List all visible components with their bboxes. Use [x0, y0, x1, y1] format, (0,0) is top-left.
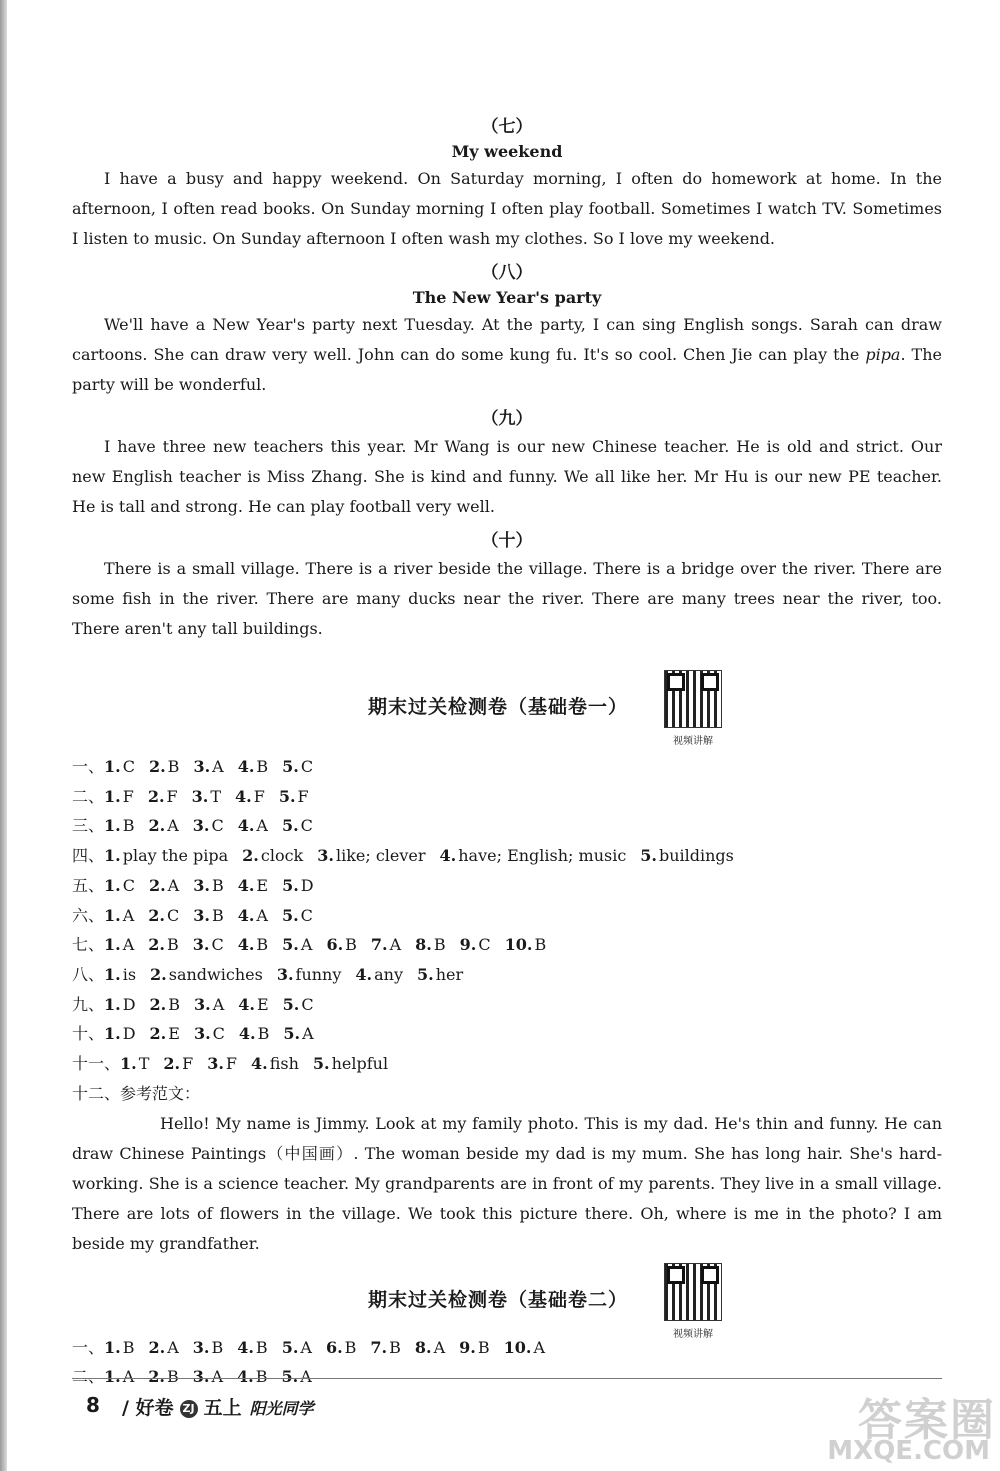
answer-number: 2. — [148, 935, 165, 955]
answer-value: D — [122, 994, 136, 1014]
answer-number: 9. — [459, 1337, 476, 1357]
answer-number: 2. — [148, 905, 165, 925]
answer-value: clock — [260, 846, 304, 866]
answer-number: 4. — [237, 905, 255, 925]
answer-value: helpful — [331, 1054, 389, 1074]
answer-number: 4. — [237, 935, 255, 955]
answer-number: 1. — [120, 1054, 137, 1074]
answer-row-label: 十、 — [72, 1024, 105, 1044]
answer-value: B — [211, 905, 224, 925]
answer-value: E — [168, 1024, 180, 1044]
answer-value: A — [256, 816, 268, 836]
answer-number: 9. — [459, 935, 477, 955]
answer-value: A — [167, 1337, 179, 1357]
answer-value: her — [435, 964, 464, 984]
exam2-qr[interactable] — [664, 1263, 722, 1340]
answer-number: 2. — [147, 786, 165, 806]
answer-number: 4. — [237, 1337, 254, 1357]
answer-row-label: 二、 — [72, 1367, 105, 1387]
answer-row — [72, 1049, 942, 1079]
answer-number: 3. — [207, 1054, 224, 1074]
answer-number: 2. — [148, 757, 166, 776]
passage-8-text-italic: pipa — [865, 345, 901, 364]
answer-number: 2. — [148, 1367, 165, 1387]
answer-value: F — [253, 786, 265, 806]
answer-value: any — [374, 964, 403, 984]
answer-number: 1. — [104, 757, 121, 776]
answer-value: B — [122, 1337, 135, 1357]
answer-number: 8. — [415, 935, 432, 955]
footer-book: / 好卷 ZJ 五上 阳光同学 — [122, 1397, 314, 1419]
answer-value: B — [256, 757, 269, 776]
answer-number: 3. — [192, 1367, 210, 1387]
answer-number: 1. — [104, 875, 121, 895]
answer-number: 1. — [104, 964, 121, 984]
answer-value: have; English; music — [458, 846, 627, 866]
answer-row — [72, 841, 942, 871]
exam2-header — [72, 1263, 942, 1340]
answer-number: 4. — [237, 816, 255, 836]
answer-value: B — [433, 935, 446, 955]
answer-number: 5. — [281, 1337, 299, 1357]
answer-value: B — [345, 935, 357, 955]
answer-number: 7. — [370, 935, 388, 955]
answer-value: B — [255, 1367, 268, 1387]
answer-number: 1. — [104, 786, 121, 806]
answer-value: C — [478, 935, 491, 955]
answer-value: like; clever — [335, 846, 426, 866]
answer-row-label: 八、 — [72, 964, 105, 984]
answer-value: B — [211, 1337, 224, 1357]
answer-value: C — [211, 816, 224, 836]
answer-value: E — [256, 994, 269, 1014]
answer-value: sandwiches — [168, 964, 263, 984]
answer-number: 3. — [317, 846, 334, 866]
answer-number: 5. — [281, 816, 299, 836]
answer-value: C — [122, 875, 135, 895]
answer-row — [72, 930, 942, 960]
answer-number: 6. — [326, 935, 344, 955]
exam1-title: 期末过关检测卷（基础卷一） — [368, 696, 629, 718]
answer-number: 5. — [312, 1054, 330, 1074]
answer-value: C — [300, 757, 314, 776]
answer-number: 1. — [104, 905, 121, 925]
answer-value: B — [477, 1337, 490, 1357]
answer-number: 5. — [282, 757, 299, 776]
answer-row-label: 六、 — [72, 905, 105, 925]
answer-value: C — [166, 905, 180, 925]
exam1-essay: Hello! My name is Jimmy. Look at my family photo. This is my dad. He's thin and funny. He can draw Chinese Paintings（中国画）. The woman beside my dad is my mum. She has long hair. She's hard-working. She is a science teacher. My grandparents are in front of my parents. They live in a small village. There are lots of flowers in the village. We took this picture there. Oh, where is me in the photo? I am beside my grandfather. — [72, 1113, 942, 1253]
answer-value: C — [300, 905, 313, 925]
brand-logo: 阳光同学 — [249, 1399, 314, 1418]
passage-9-number: （九） — [481, 409, 533, 429]
answer-number: 4. — [238, 994, 255, 1014]
passage-8-text-b: . The party will be wonderful. — [72, 345, 942, 394]
watermark-logo: 答案圈 — [858, 1395, 996, 1446]
answer-number: 5. — [282, 994, 300, 1014]
answer-value: D — [122, 1024, 136, 1044]
passage-7-text: I have a busy and happy weekend. On Saturday morning, I often do homework at home. In the afternoon, I often read books. On Sunday morning I often play football. Sometimes I watch TV. Sometimes I listen to music. On Sunday afternoon I often wash my clothes. So I love my weekend. — [72, 169, 942, 248]
answer-value: B — [211, 875, 224, 895]
answer-number: 1. — [104, 1367, 121, 1387]
exam1-essay-label: 十二、参考范文： — [72, 1083, 201, 1103]
answer-value: C — [212, 1024, 225, 1044]
answer-number: 6. — [325, 1337, 343, 1357]
passage-8-text-a: We'll have a New Year's party next Tuesday. At the party, I can sing English songs. Sarah can draw cartoons. She can draw very well. John can do some kung fu. It's so cool. Chen Jie can play the — [72, 315, 942, 364]
qr-code-icon[interactable] — [664, 1263, 722, 1321]
answer-value: B — [168, 994, 181, 1014]
answer-value: A — [122, 905, 135, 925]
answer-number: 4. — [251, 1054, 268, 1074]
answer-number: 2. — [148, 816, 166, 836]
page-content — [72, 108, 942, 1392]
answer-value: buildings — [658, 846, 734, 866]
answer-row-label: 四、 — [72, 846, 105, 866]
passage-8-text — [72, 310, 942, 400]
answer-value: A — [212, 757, 224, 776]
answer-row — [72, 871, 942, 901]
answer-value: A — [211, 1367, 224, 1387]
answer-row-label: 五、 — [72, 875, 105, 895]
scan-left-edge — [0, 0, 7, 1471]
answer-value: A — [300, 935, 313, 955]
answer-number: 2. — [163, 1054, 181, 1074]
answer-value: B — [389, 1337, 401, 1357]
qr-code-icon[interactable] — [664, 670, 722, 728]
watermark-url: MXQE.COM — [827, 1436, 990, 1466]
passage-10-number: （十） — [481, 531, 533, 551]
zj-badge-icon: ZJ — [180, 1400, 198, 1418]
answer-value: T — [210, 786, 222, 806]
answer-number: 3. — [194, 994, 211, 1014]
answer-number: 5. — [282, 935, 299, 955]
answer-number: 10. — [504, 935, 533, 955]
exam2-qr-caption: 视频讲解 — [673, 1328, 713, 1340]
answer-value: F — [182, 1054, 194, 1074]
answer-value: T — [138, 1054, 150, 1074]
passage-7-title: My weekend — [451, 142, 563, 161]
answer-value: B — [167, 757, 180, 776]
answer-number: 5. — [281, 1367, 299, 1387]
answer-number: 3. — [193, 905, 210, 925]
answer-value: E — [256, 875, 269, 895]
answer-value: A — [389, 935, 402, 955]
answer-number: 2. — [148, 875, 166, 895]
answer-number: 2. — [148, 1337, 166, 1357]
answer-value: F — [297, 786, 309, 806]
answer-number: 8. — [414, 1337, 432, 1357]
answer-value: F — [225, 1054, 238, 1074]
page-number: 8 — [86, 1393, 100, 1417]
answer-row — [72, 960, 942, 990]
answer-number: 5. — [278, 786, 296, 806]
footer-grade: 五上 — [203, 1397, 242, 1419]
answer-value: B — [257, 1024, 270, 1044]
answer-value: F — [166, 786, 178, 806]
answer-number: 4. — [237, 757, 255, 776]
footer-book-name: 好卷 — [135, 1397, 174, 1419]
answer-row-label: 一、 — [72, 757, 105, 776]
answer-value: C — [300, 816, 313, 836]
passage-8-title: The New Year's party — [412, 288, 602, 307]
answer-number: 3. — [192, 1337, 210, 1357]
answer-number: 3. — [191, 786, 209, 806]
answer-number: 7. — [370, 1337, 388, 1357]
answer-value: A — [433, 1337, 446, 1357]
answer-number: 4. — [237, 1367, 254, 1387]
exam1-qr-caption: 视频讲解 — [673, 736, 713, 747]
answer-row — [72, 782, 942, 812]
answer-value: C — [211, 935, 224, 955]
answer-value: C — [301, 994, 314, 1014]
answer-number: 1. — [104, 935, 121, 955]
answer-number: 5. — [282, 875, 299, 895]
answer-row-label: 二、 — [72, 786, 105, 806]
answer-row-label: 十一、 — [72, 1054, 121, 1074]
answer-number: 1. — [104, 1337, 121, 1357]
exam2-title: 期末过关检测卷（基础卷二） — [368, 1288, 629, 1311]
exam1-header — [72, 670, 942, 752]
answer-value: A — [167, 816, 179, 836]
answer-number: 4. — [238, 1024, 256, 1044]
answer-row — [72, 901, 942, 931]
answer-row-label: 一、 — [72, 1337, 105, 1357]
answer-number: 1. — [104, 816, 121, 836]
answer-number: 4. — [439, 846, 457, 866]
answer-number: 3. — [193, 757, 211, 776]
page-footer — [72, 1378, 942, 1429]
answer-value: funny — [295, 964, 342, 984]
answer-value: A — [302, 1024, 314, 1044]
answer-row-label: 七、 — [72, 935, 105, 955]
passage-8-number: （八） — [481, 263, 533, 283]
answer-number: 3. — [192, 935, 210, 955]
answer-row — [72, 990, 942, 1020]
answer-number: 1. — [104, 994, 121, 1014]
answer-value: B — [344, 1337, 357, 1357]
answer-value: A — [300, 1337, 312, 1357]
answer-value: fish — [269, 1054, 299, 1074]
answer-value: B — [122, 816, 135, 836]
answer-value: B — [256, 935, 269, 955]
answer-row — [72, 811, 942, 841]
answer-value: B — [166, 1367, 179, 1387]
answer-number: 3. — [192, 816, 210, 836]
answer-value: B — [255, 1337, 268, 1357]
answer-number: 5. — [640, 846, 657, 866]
answer-value: A — [533, 1337, 546, 1357]
answer-value: play the pipa — [122, 846, 229, 866]
answer-value: A — [122, 1367, 135, 1387]
answer-value: A — [122, 935, 135, 955]
answer-value: F — [122, 786, 134, 806]
answer-value: A — [167, 875, 180, 895]
answer-row — [72, 1019, 942, 1049]
answer-number: 5. — [416, 964, 434, 984]
answer-number: 2. — [242, 846, 259, 866]
answer-number: 1. — [104, 846, 121, 866]
answer-value: A — [300, 1367, 312, 1387]
passage-7-number: （七） — [481, 117, 533, 137]
answer-number: 10. — [503, 1337, 532, 1357]
answer-number: 2. — [149, 994, 167, 1014]
answer-row-label: 九、 — [72, 994, 105, 1014]
answer-number: 5. — [283, 1024, 301, 1044]
answer-number: 3. — [276, 964, 294, 984]
answer-number: 4. — [355, 964, 373, 984]
answer-value: D — [300, 875, 314, 895]
passage-10-text: There is a small village. There is a river beside the village. There is a bridge over the river. There are some fish in the river. There are many ducks near the river. There are many trees near the river, too. There aren't any tall buildings. — [72, 559, 942, 638]
answer-number: 4. — [237, 875, 255, 895]
exam1-answers — [72, 752, 942, 1079]
answer-number: 2. — [150, 964, 167, 984]
answer-value: A — [256, 905, 268, 925]
passage-9-text: I have three new teachers this year. Mr Wang is our new Chinese teacher. He is old and strict. Our new English teacher is Miss Zhang. She is kind and funny. We all like her. Mr Hu is our new PE teacher. He is tall and strong. He can play football very well. — [72, 437, 942, 516]
answer-value: C — [122, 757, 135, 776]
answer-value: is — [122, 964, 137, 984]
answer-row-label: 三、 — [72, 816, 105, 836]
answer-number: 2. — [149, 1024, 167, 1044]
answer-value: A — [212, 994, 225, 1014]
answer-value: B — [534, 935, 547, 955]
answer-value: B — [166, 935, 179, 955]
exam1-qr[interactable] — [664, 670, 722, 747]
answer-number: 5. — [281, 905, 299, 925]
answer-number: 1. — [104, 1024, 121, 1044]
answer-number: 3. — [193, 875, 210, 895]
answer-row — [72, 752, 942, 782]
answer-row — [72, 1333, 942, 1363]
answer-number: 4. — [235, 786, 252, 806]
answer-number: 3. — [193, 1024, 211, 1044]
